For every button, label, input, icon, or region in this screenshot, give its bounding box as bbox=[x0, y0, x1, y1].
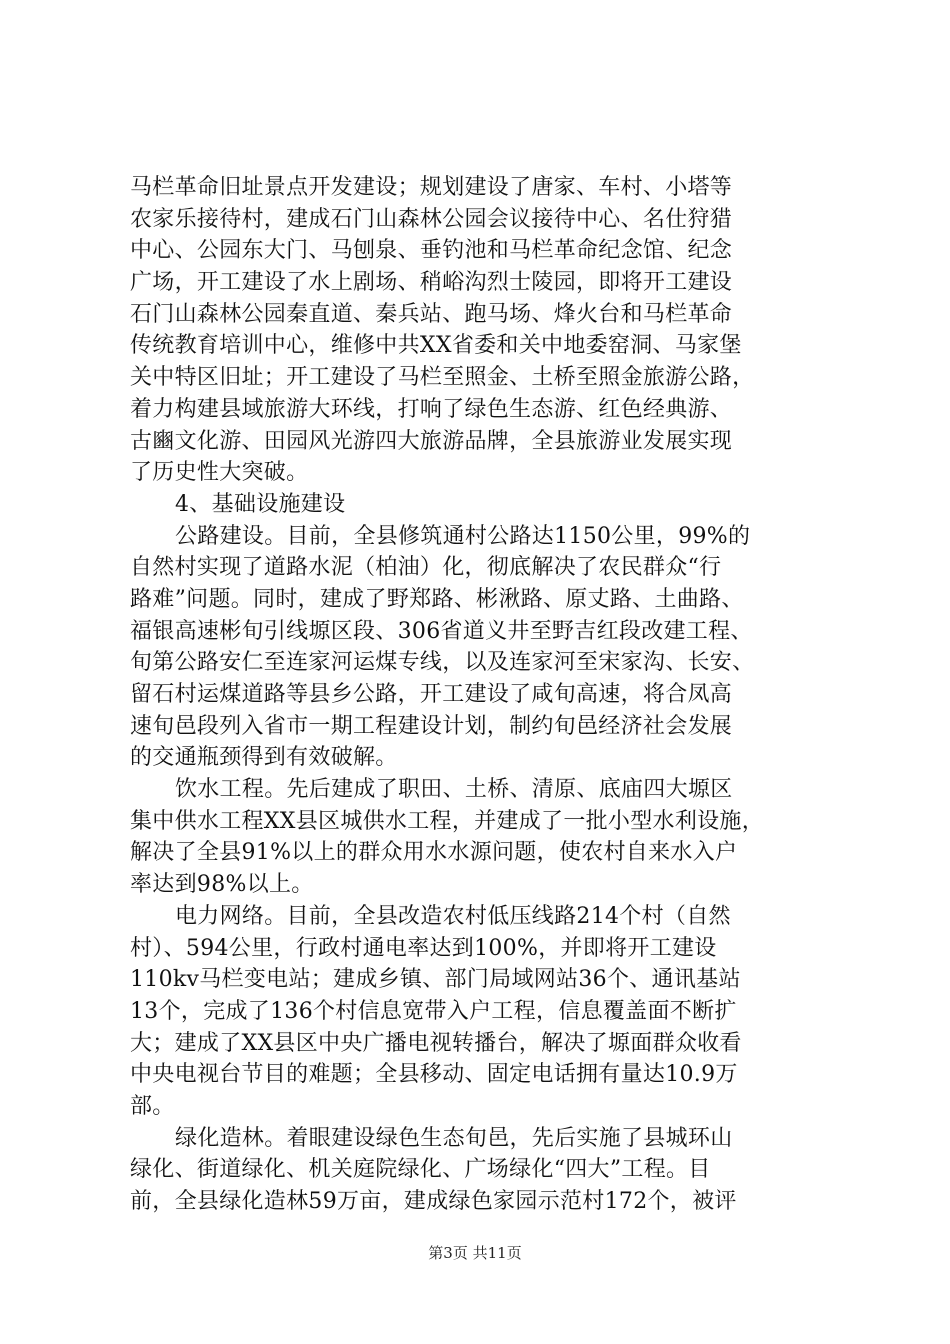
text-line: 马栏革命旧址景点开发建设；规划建设了唐家、车村、小塔等 bbox=[130, 175, 733, 200]
text-line: 路难”问题。同时，建成了野郑路、彬湫路、原丈路、土曲路、 bbox=[130, 586, 744, 612]
text-line: 大；建成了XX县区中央广播电视转播台，解决了塬面群众收看 bbox=[130, 1030, 742, 1056]
text-line: 传统教育培训中心，维修中共XX省委和关中地委窑洞、马家堡 bbox=[130, 333, 742, 359]
text-line: 石门山森林公园秦直道、秦兵站、跑马场、烽火台和马栏革命 bbox=[130, 301, 733, 327]
paragraph-start-line: 公路建设。目前，全县修筑通村公路达1150公里，99%的 bbox=[175, 523, 751, 549]
text-line: 福银高速彬旬引线塬区段、306省道义井至野吉红段改建工程、 bbox=[130, 618, 753, 644]
paragraph-start-line: 饮水工程。先后建成了职田、土桥、清原、底庙四大塬区 bbox=[175, 777, 733, 803]
text-line: 中央电视台节目的难题；全县移动、固定电话拥有量达10.9万 bbox=[130, 1062, 738, 1088]
text-line: 自然村实现了道路水泥（柏油）化，彻底解决了农民群众“行 bbox=[130, 555, 722, 581]
text-line: 率达到98%以上。 bbox=[130, 872, 314, 898]
text-line: 农家乐接待村，建成石门山森林公园会议接待中心、名仕狩猎 bbox=[130, 206, 733, 232]
text-line: 部。 bbox=[130, 1093, 175, 1119]
text-line: 旬第公路安仁至连家河运煤专线，以及连家河至宋家沟、长安、 bbox=[130, 650, 755, 676]
text-line: 了历史性大突破。 bbox=[130, 460, 309, 486]
paragraph-start-line: 电力网络。目前，全县改造农村低压线路214个村（自然 bbox=[175, 903, 731, 929]
text-line: 留石村运煤道路等县乡公路，开工建设了咸旬高速，将合凤高 bbox=[130, 682, 733, 707]
text-line: 13个，完成了136个村信息宽带入户工程，信息覆盖面不断扩 bbox=[130, 998, 737, 1024]
page-footer: 第3页 共11页 bbox=[428, 1244, 522, 1262]
text-line: 速旬邑段列入省市一期工程建设计划，制约旬邑经济社会发展 bbox=[130, 713, 733, 739]
text-line: 110kv马栏变电站；建成乡镇、部门局域网站36个、通讯基站 bbox=[130, 967, 741, 993]
text-line: 中心、公园东大门、马刨泉、垂钓池和马栏革命纪念馆、纪念 bbox=[130, 238, 733, 264]
text-line: 着力构建县域旅游大环线，打响了绿色生态游、红色经典游、 bbox=[130, 396, 733, 422]
paragraph-start-line: 绿化造林。着眼建设绿色生态旬邑，先后实施了县城环山 bbox=[175, 1125, 733, 1151]
text-line: 解决了全县91%以上的群众用水水源问题，使农村自来水入户 bbox=[130, 840, 738, 866]
text-line: 村）、594公里，行政村通电率达到100%，并即将开工建设 bbox=[130, 935, 717, 961]
text-line: 古豳文化游、田园风光游四大旅游品牌，全县旅游业发展实现 bbox=[130, 428, 733, 454]
text-line: 的交通瓶颈得到有效破解。 bbox=[130, 745, 398, 771]
text-line: 广场，开工建设了水上剧场、稍峪沟烈士陵园，即将开工建设 bbox=[130, 270, 733, 296]
text-line: 集中供水工程XX县区城供水工程，并建成了一批小型水利设施， bbox=[130, 808, 765, 834]
text-line: 前，全县绿化造林59万亩，建成绿色家园示范村172个，被评 bbox=[130, 1189, 737, 1214]
text-line: 关中特区旧址；开工建设了马栏至照金、土桥至照金旅游公路， bbox=[130, 365, 755, 391]
section-heading: 4、基础设施建设 bbox=[175, 491, 346, 517]
body-text bbox=[130, 172, 830, 1218]
text-line: 绿化、街道绿化、机关庭院绿化、广场绿化“四大”工程。目 bbox=[130, 1157, 711, 1183]
